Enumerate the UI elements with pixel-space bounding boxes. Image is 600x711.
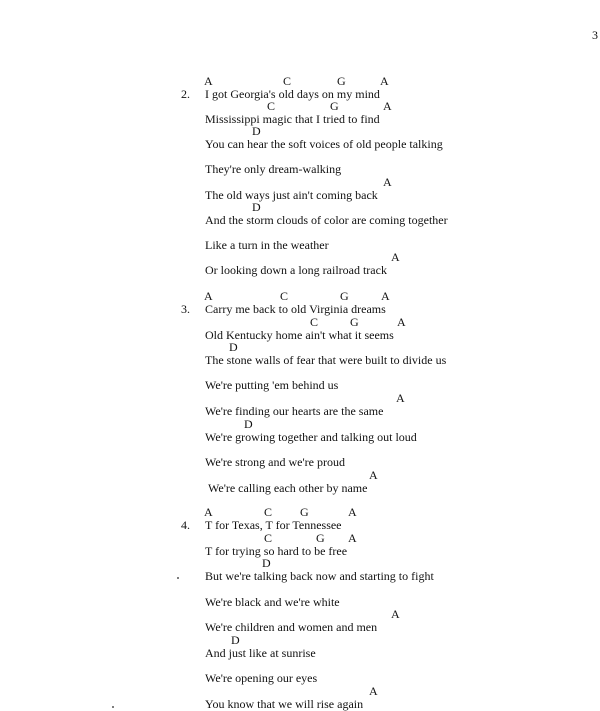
page-number: 3	[592, 28, 598, 42]
chord-symbol: C	[264, 531, 273, 545]
chord-symbol: C	[283, 74, 292, 88]
chord-symbol: A	[391, 607, 400, 621]
chord-symbol: A	[380, 74, 389, 88]
chord-symbol: A	[204, 505, 213, 519]
lyric-line: We're putting 'em behind us	[205, 378, 339, 392]
lyric-line: Carry me back to old Virginia dreams	[205, 302, 386, 316]
lyric-line: Mississippi magic that I tried to find	[205, 112, 380, 126]
chord-symbol: A	[383, 99, 392, 113]
chord-symbol: A	[348, 531, 357, 545]
lyric-line: We're strong and we're proud	[205, 455, 345, 469]
lyric-line: Like a turn in the weather	[205, 238, 329, 252]
chord-symbol: D	[252, 200, 261, 214]
chord-symbol: D	[244, 417, 253, 431]
lyric-line: But we're talking back now and starting to fight	[205, 569, 434, 583]
chord-symbol: A	[204, 74, 213, 88]
chord-symbol: D	[231, 633, 240, 647]
lyric-line: And just like at sunrise	[205, 646, 316, 660]
lyric-line: We're children and women and men	[205, 620, 378, 634]
chord-symbol: C	[264, 505, 273, 519]
lyric-line: The stone walls of fear that were built to divide us	[205, 353, 447, 367]
chord-symbol: G	[300, 505, 309, 519]
lyric-line: You know that we will rise again	[205, 697, 364, 711]
chord-symbol: A	[369, 468, 378, 482]
chord-symbol: C	[267, 99, 276, 113]
chord-symbol: A	[204, 289, 213, 303]
lyric-line: T for Texas, T for Tennessee	[205, 518, 342, 532]
lyric-line: We're growing together and talking out loud	[205, 430, 417, 444]
lyric-line: T for trying so hard to be free	[205, 544, 348, 558]
chord-symbol: A	[348, 505, 357, 519]
chord-symbol: G	[330, 99, 339, 113]
chord-symbol: A	[383, 175, 392, 189]
chord-symbol: G	[316, 531, 325, 545]
chord-symbol: D	[252, 124, 261, 138]
chord-symbol: D	[229, 340, 238, 354]
chord-symbol: C	[280, 289, 289, 303]
lyric-line: We're opening our eyes	[205, 671, 318, 685]
chord-symbol: C	[310, 315, 319, 329]
scan-speck	[177, 577, 179, 579]
lyric-line: Or looking down a long railroad track	[205, 263, 387, 277]
scan-speck	[112, 706, 114, 708]
chord-symbol: G	[337, 74, 346, 88]
lyric-line: The old ways just ain't coming back	[205, 188, 378, 202]
lyric-line: I got Georgia's old days on my mind	[205, 87, 380, 101]
lyric-line: We're black and we're white	[205, 595, 340, 609]
lyric-line: They're only dream-walking	[205, 162, 342, 176]
lyric-line: And the storm clouds of color are coming together	[205, 213, 448, 227]
verse-number: 4.	[181, 518, 190, 532]
lyric-line: You can hear the soft voices of old people talking	[205, 137, 443, 151]
chord-symbol: A	[397, 315, 406, 329]
chord-symbol: D	[262, 556, 271, 570]
chord-symbol: G	[350, 315, 359, 329]
chord-symbol: A	[391, 250, 400, 264]
verse-number: 3.	[181, 302, 190, 316]
lyric-line: We're calling each other by name	[208, 481, 368, 495]
verse-number: 2.	[181, 87, 190, 101]
chord-symbol: G	[340, 289, 349, 303]
chord-symbol: A	[369, 684, 378, 698]
lyric-line: We're finding our hearts are the same	[205, 404, 384, 418]
chord-symbol: A	[396, 391, 405, 405]
chord-symbol: A	[381, 289, 390, 303]
lyric-line: Old Kentucky home ain't what it seems	[205, 328, 394, 342]
